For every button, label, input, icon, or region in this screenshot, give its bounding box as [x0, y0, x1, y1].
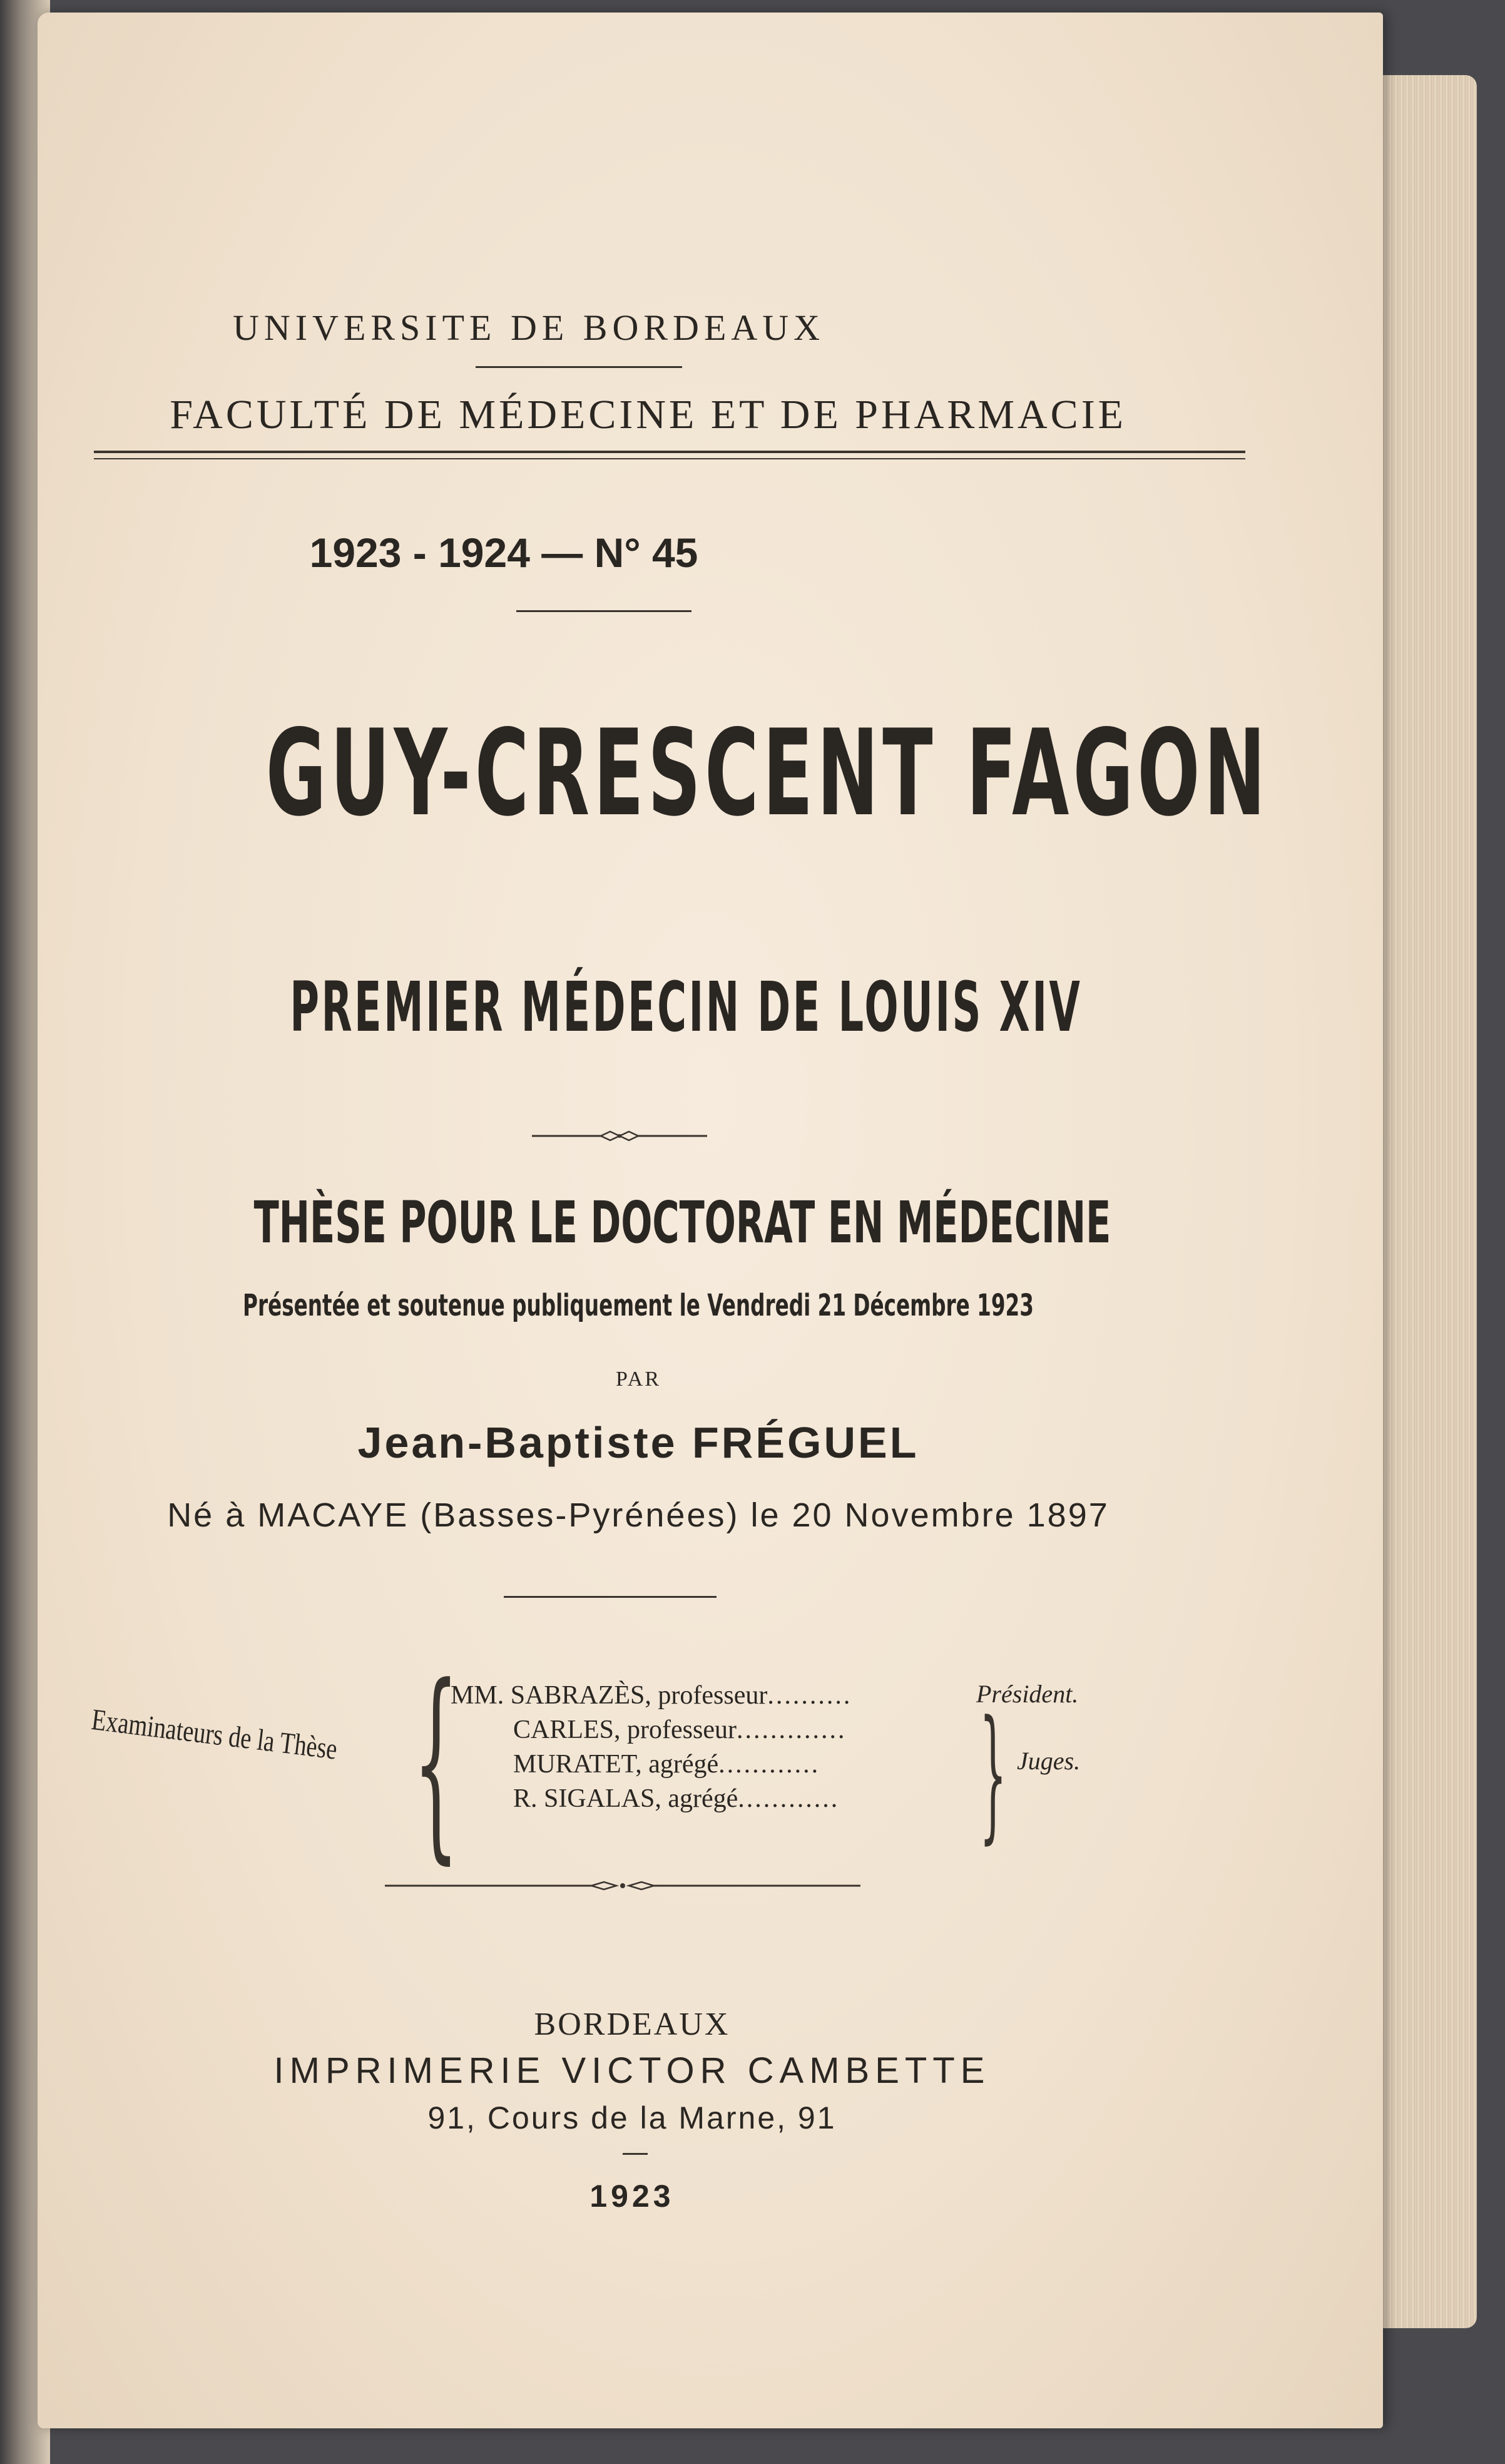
examiner-row: [451, 1680, 852, 1710]
ornament-divider-icon: [532, 1127, 707, 1145]
leader-dots: ..........: [767, 1681, 852, 1710]
publication-year: 1923: [589, 2179, 675, 2214]
university-name: UNIVERSITE DE BORDEAUX: [232, 307, 825, 348]
academic-year-number: 1923 - 1924 — N° 45: [309, 529, 698, 576]
author-rule: [504, 1596, 717, 1598]
right-brace-icon: }: [979, 1690, 1007, 1858]
examiner-name: MURATET, agrégé: [513, 1750, 719, 1779]
faculty-double-rule-top: [94, 451, 1245, 453]
leader-dots: ............: [738, 1784, 840, 1813]
defense-date-line: Présentée et soutenue publiquement le Vendredi 21 Décembre 1923: [243, 1288, 1034, 1323]
thesis-subtitle: PREMIER MÉDECIN DE LOUIS XIV: [290, 967, 1083, 1047]
printer-name: IMPRIMERIE VICTOR CAMBETTE: [273, 2050, 991, 2091]
printer-address: 91, Cours de la Marne, 91: [427, 2100, 837, 2135]
left-brace-icon: {: [413, 1642, 459, 1882]
examiner-role-judges: Juges.: [1017, 1747, 1081, 1775]
examiner-role-president: Président.: [976, 1680, 1079, 1708]
thesis-title: GUY-CRESCENT FAGON: [265, 704, 1270, 842]
examiner-name: MM. SABRAZÈS, professeur: [451, 1681, 768, 1710]
title-page: [38, 13, 1383, 2428]
year-rule: [516, 610, 691, 612]
university-rule: [476, 366, 682, 368]
examiner-name: CARLES, professeur: [513, 1715, 737, 1744]
thesis-heading: THÈSE POUR LE DOCTORAT EN MÉDECINE: [253, 1189, 1111, 1256]
ornament-divider-icon: [385, 1876, 860, 1895]
examiner-name: R. SIGALAS, agrégé: [513, 1784, 738, 1813]
examiner-row: [513, 1784, 839, 1814]
author-birth-line: Né à MACAYE (Basses-Pyrénées) le 20 Novembre 1897: [167, 1496, 1110, 1534]
leader-dots: ............: [718, 1750, 820, 1779]
faculty-double-rule-bottom: [94, 458, 1245, 459]
imprint-rule: [623, 2153, 648, 2155]
printing-city: BORDEAUX: [534, 2006, 730, 2042]
author-name: Jean-Baptiste FRÉGUEL: [357, 1418, 919, 1467]
examiner-row: [513, 1715, 846, 1745]
examiner-row: [513, 1749, 820, 1779]
leader-dots: .............: [736, 1715, 847, 1744]
examiners-label: Examinateurs de la Thèse: [89, 1702, 339, 1766]
faculty-name: FACULTÉ DE MÉDECINE ET DE PHARMACIE: [170, 392, 1126, 437]
by-label: PAR: [615, 1367, 661, 1391]
